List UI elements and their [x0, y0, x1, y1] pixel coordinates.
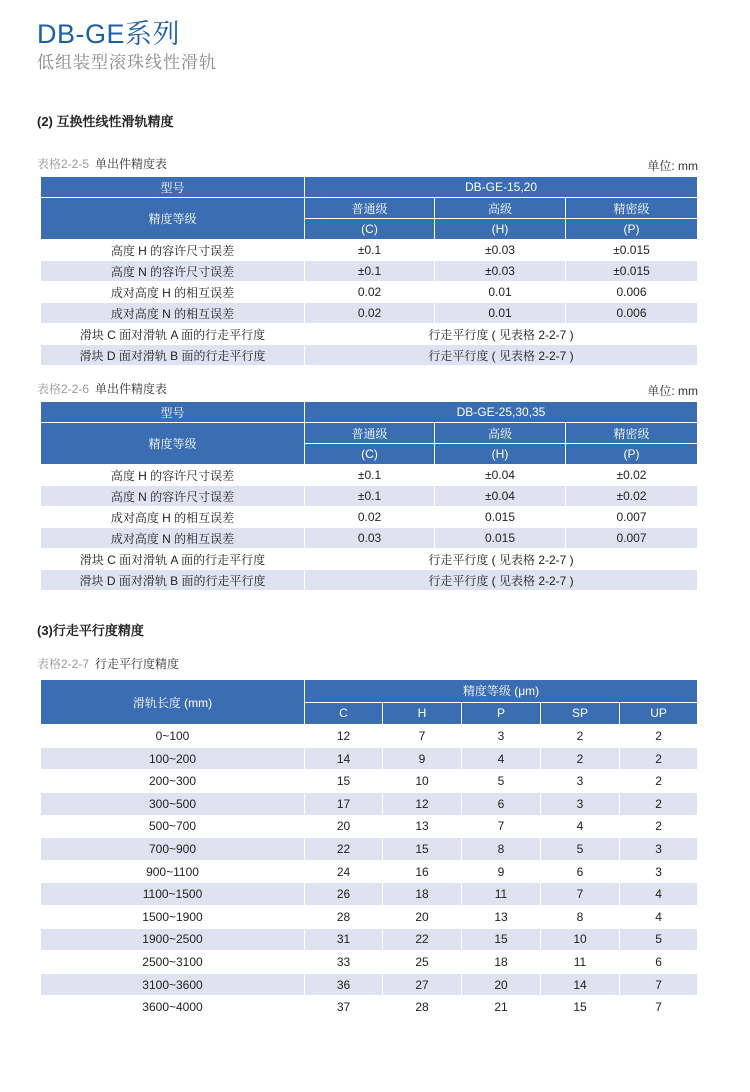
- table-row: [41, 303, 698, 324]
- table2-grade-label: 精度等级: [41, 423, 305, 465]
- page-subtitle: 低组装型滚珠线性滑轨: [37, 53, 217, 72]
- cell: ±0.1: [305, 465, 435, 486]
- cell: ±0.015: [566, 261, 698, 282]
- cell: 0.007: [566, 528, 698, 549]
- cell: 7: [541, 883, 620, 906]
- row-label: 高度 H 的容许尺寸误差: [41, 465, 305, 486]
- table2-grade-normal: 普通级: [305, 423, 435, 444]
- row-label: 高度 H 的容许尺寸误差: [41, 240, 305, 261]
- cell: 14: [305, 747, 383, 770]
- cell: 12: [383, 792, 462, 815]
- table-row: [41, 951, 698, 974]
- row-label: 成对高度 H 的相互误差: [41, 282, 305, 303]
- table-row: [41, 465, 698, 486]
- table1-grade-normal: 普通级: [305, 198, 435, 219]
- cell: 行走平行度 ( 见表格 2-2-7 ): [305, 549, 698, 570]
- cell: 7: [620, 996, 698, 1019]
- cell: 20: [462, 973, 541, 996]
- cell: 24: [305, 860, 383, 883]
- cell: 11: [462, 883, 541, 906]
- table-row: [41, 570, 698, 591]
- row-label: 1500~1900: [41, 905, 305, 928]
- table3-grade-h: H: [383, 702, 462, 725]
- table-row: [41, 261, 698, 282]
- cell: 22: [383, 928, 462, 951]
- cell: 8: [541, 905, 620, 928]
- cell: 3: [620, 860, 698, 883]
- cell: 14: [541, 973, 620, 996]
- table2-code-h: (H): [435, 444, 566, 465]
- table1-model-label: 型号: [41, 177, 305, 198]
- row-label: 500~700: [41, 815, 305, 838]
- table2-unit: 单位: mm: [647, 384, 698, 398]
- row-label: 滑块 C 面对滑轨 A 面的行走平行度: [41, 324, 305, 345]
- table1-model-value: DB-GE-15,20: [305, 177, 698, 198]
- table3-running-parallelism: [40, 679, 698, 1019]
- page-title: DB-GE系列: [37, 19, 181, 49]
- table3-grade-p: P: [462, 702, 541, 725]
- cell: ±0.04: [435, 465, 566, 486]
- table-row: [41, 486, 698, 507]
- cell: 0.01: [435, 282, 566, 303]
- cell: 8: [462, 838, 541, 861]
- table1-code-c: (C): [305, 219, 435, 240]
- table-row: [41, 928, 698, 951]
- table3-rail-length-label: 滑轨长度 (mm): [41, 680, 305, 725]
- table-row: [41, 747, 698, 770]
- table3-caption-id: 表格2-2-7: [37, 657, 90, 671]
- table1-grade-label: 精度等级: [41, 198, 305, 240]
- table3-caption-text: 行走平行度精度: [95, 657, 180, 671]
- table-row: [41, 324, 698, 345]
- cell: 2: [620, 770, 698, 793]
- cell: 2: [620, 815, 698, 838]
- cell: 4: [541, 815, 620, 838]
- table3-grade-up: UP: [620, 702, 698, 725]
- cell: 21: [462, 996, 541, 1019]
- cell: 5: [462, 770, 541, 793]
- row-label: 300~500: [41, 792, 305, 815]
- cell: 18: [383, 883, 462, 906]
- cell: 0.006: [566, 303, 698, 324]
- cell: 0.02: [305, 303, 435, 324]
- cell: 行走平行度 ( 见表格 2-2-7 ): [305, 570, 698, 591]
- table2-model-value: DB-GE-25,30,35: [305, 402, 698, 423]
- cell: 4: [462, 747, 541, 770]
- table3-grade-sp: SP: [541, 702, 620, 725]
- table3-caption: [37, 655, 179, 672]
- cell: 15: [305, 770, 383, 793]
- cell: 13: [462, 905, 541, 928]
- cell: 2: [620, 725, 698, 748]
- table2-model-label: 型号: [41, 402, 305, 423]
- table-row: [41, 815, 698, 838]
- table-row: [41, 345, 698, 366]
- cell: 25: [383, 951, 462, 974]
- cell: ±0.1: [305, 486, 435, 507]
- table2-grade-high: 高级: [435, 423, 566, 444]
- table3-grade-label: 精度等级 (μm): [305, 680, 698, 703]
- row-label: 滑块 D 面对滑轨 B 面的行走平行度: [41, 345, 305, 366]
- row-label: 900~1100: [41, 860, 305, 883]
- cell: 0.02: [305, 282, 435, 303]
- cell: 27: [383, 973, 462, 996]
- table-row: [41, 905, 698, 928]
- row-label: 成对高度 N 的相互误差: [41, 303, 305, 324]
- row-label: 0~100: [41, 725, 305, 748]
- table1-grade-high: 高级: [435, 198, 566, 219]
- table1-grade-precision: 精密级: [566, 198, 698, 219]
- table1-caption-text: 单出件精度表: [95, 157, 168, 171]
- cell: 22: [305, 838, 383, 861]
- cell: 6: [462, 792, 541, 815]
- cell: ±0.1: [305, 240, 435, 261]
- table1-single-part-accuracy: [40, 176, 698, 366]
- table1-caption-id: 表格2-2-5: [37, 157, 90, 171]
- cell: 7: [620, 973, 698, 996]
- table2-code-c: (C): [305, 444, 435, 465]
- row-label: 高度 N 的容许尺寸误差: [41, 261, 305, 282]
- cell: 10: [541, 928, 620, 951]
- table-row: [41, 725, 698, 748]
- cell: 5: [541, 838, 620, 861]
- cell: 12: [305, 725, 383, 748]
- cell: ±0.02: [566, 465, 698, 486]
- cell: 18: [462, 951, 541, 974]
- row-label: 高度 N 的容许尺寸误差: [41, 486, 305, 507]
- row-label: 100~200: [41, 747, 305, 770]
- cell: 9: [462, 860, 541, 883]
- table1-code-p: (P): [566, 219, 698, 240]
- section-heading-interchangeable: (2) 互换性线性滑轨精度: [37, 114, 174, 129]
- table2-single-part-accuracy: [40, 401, 698, 591]
- cell: 28: [305, 905, 383, 928]
- row-label: 700~900: [41, 838, 305, 861]
- table-row: [41, 282, 698, 303]
- cell: 36: [305, 973, 383, 996]
- cell: 16: [383, 860, 462, 883]
- table2-caption-text: 单出件精度表: [95, 382, 168, 396]
- cell: 4: [620, 883, 698, 906]
- cell: 11: [541, 951, 620, 974]
- table2-grade-precision: 精密级: [566, 423, 698, 444]
- row-label: 2500~3100: [41, 951, 305, 974]
- row-label: 200~300: [41, 770, 305, 793]
- row-label: 成对高度 N 的相互误差: [41, 528, 305, 549]
- table2-caption-id: 表格2-2-6: [37, 382, 90, 396]
- cell: 10: [383, 770, 462, 793]
- cell: 3: [541, 792, 620, 815]
- table2-code-p: (P): [566, 444, 698, 465]
- cell: ±0.02: [566, 486, 698, 507]
- table-row: [41, 507, 698, 528]
- table-row: [41, 838, 698, 861]
- cell: 0.015: [435, 528, 566, 549]
- cell: 2: [541, 725, 620, 748]
- cell: 20: [383, 905, 462, 928]
- cell: ±0.015: [566, 240, 698, 261]
- row-label: 1100~1500: [41, 883, 305, 906]
- section-heading-parallelism: (3)行走平行度精度: [37, 623, 144, 638]
- cell: 行走平行度 ( 见表格 2-2-7 ): [305, 345, 698, 366]
- cell: 6: [541, 860, 620, 883]
- cell: 3: [462, 725, 541, 748]
- cell: 33: [305, 951, 383, 974]
- table1-code-h: (H): [435, 219, 566, 240]
- cell: 0.007: [566, 507, 698, 528]
- table-row: [41, 528, 698, 549]
- cell: 2: [620, 792, 698, 815]
- table-row: [41, 860, 698, 883]
- cell: 4: [620, 905, 698, 928]
- cell: 7: [383, 725, 462, 748]
- row-label: 3100~3600: [41, 973, 305, 996]
- table-row: [41, 240, 698, 261]
- cell: 0.03: [305, 528, 435, 549]
- cell: 20: [305, 815, 383, 838]
- table1-unit: 单位: mm: [647, 159, 698, 173]
- cell: 28: [383, 996, 462, 1019]
- cell: 15: [462, 928, 541, 951]
- cell: ±0.03: [435, 240, 566, 261]
- table-row: [41, 770, 698, 793]
- cell: 15: [383, 838, 462, 861]
- cell: 17: [305, 792, 383, 815]
- table-row: [41, 996, 698, 1019]
- cell: 13: [383, 815, 462, 838]
- cell: 6: [620, 951, 698, 974]
- row-label: 1900~2500: [41, 928, 305, 951]
- cell: 37: [305, 996, 383, 1019]
- cell: 0.015: [435, 507, 566, 528]
- cell: 0.01: [435, 303, 566, 324]
- cell: 31: [305, 928, 383, 951]
- row-label: 成对高度 H 的相互误差: [41, 507, 305, 528]
- row-label: 滑块 D 面对滑轨 B 面的行走平行度: [41, 570, 305, 591]
- cell: 2: [541, 747, 620, 770]
- row-label: 3600~4000: [41, 996, 305, 1019]
- cell: 15: [541, 996, 620, 1019]
- table-row: [41, 973, 698, 996]
- cell: 3: [620, 838, 698, 861]
- cell: ±0.04: [435, 486, 566, 507]
- cell: 9: [383, 747, 462, 770]
- cell: ±0.03: [435, 261, 566, 282]
- table-row: [41, 883, 698, 906]
- table3-grade-c: C: [305, 702, 383, 725]
- cell: 0.006: [566, 282, 698, 303]
- row-label: 滑块 C 面对滑轨 A 面的行走平行度: [41, 549, 305, 570]
- cell: 行走平行度 ( 见表格 2-2-7 ): [305, 324, 698, 345]
- cell: 3: [541, 770, 620, 793]
- table-row: [41, 792, 698, 815]
- cell: 0.02: [305, 507, 435, 528]
- cell: 5: [620, 928, 698, 951]
- cell: 7: [462, 815, 541, 838]
- cell: ±0.1: [305, 261, 435, 282]
- table-row: [41, 549, 698, 570]
- cell: 26: [305, 883, 383, 906]
- cell: 2: [620, 747, 698, 770]
- table1-caption: [37, 155, 167, 172]
- table2-caption: [37, 380, 167, 397]
